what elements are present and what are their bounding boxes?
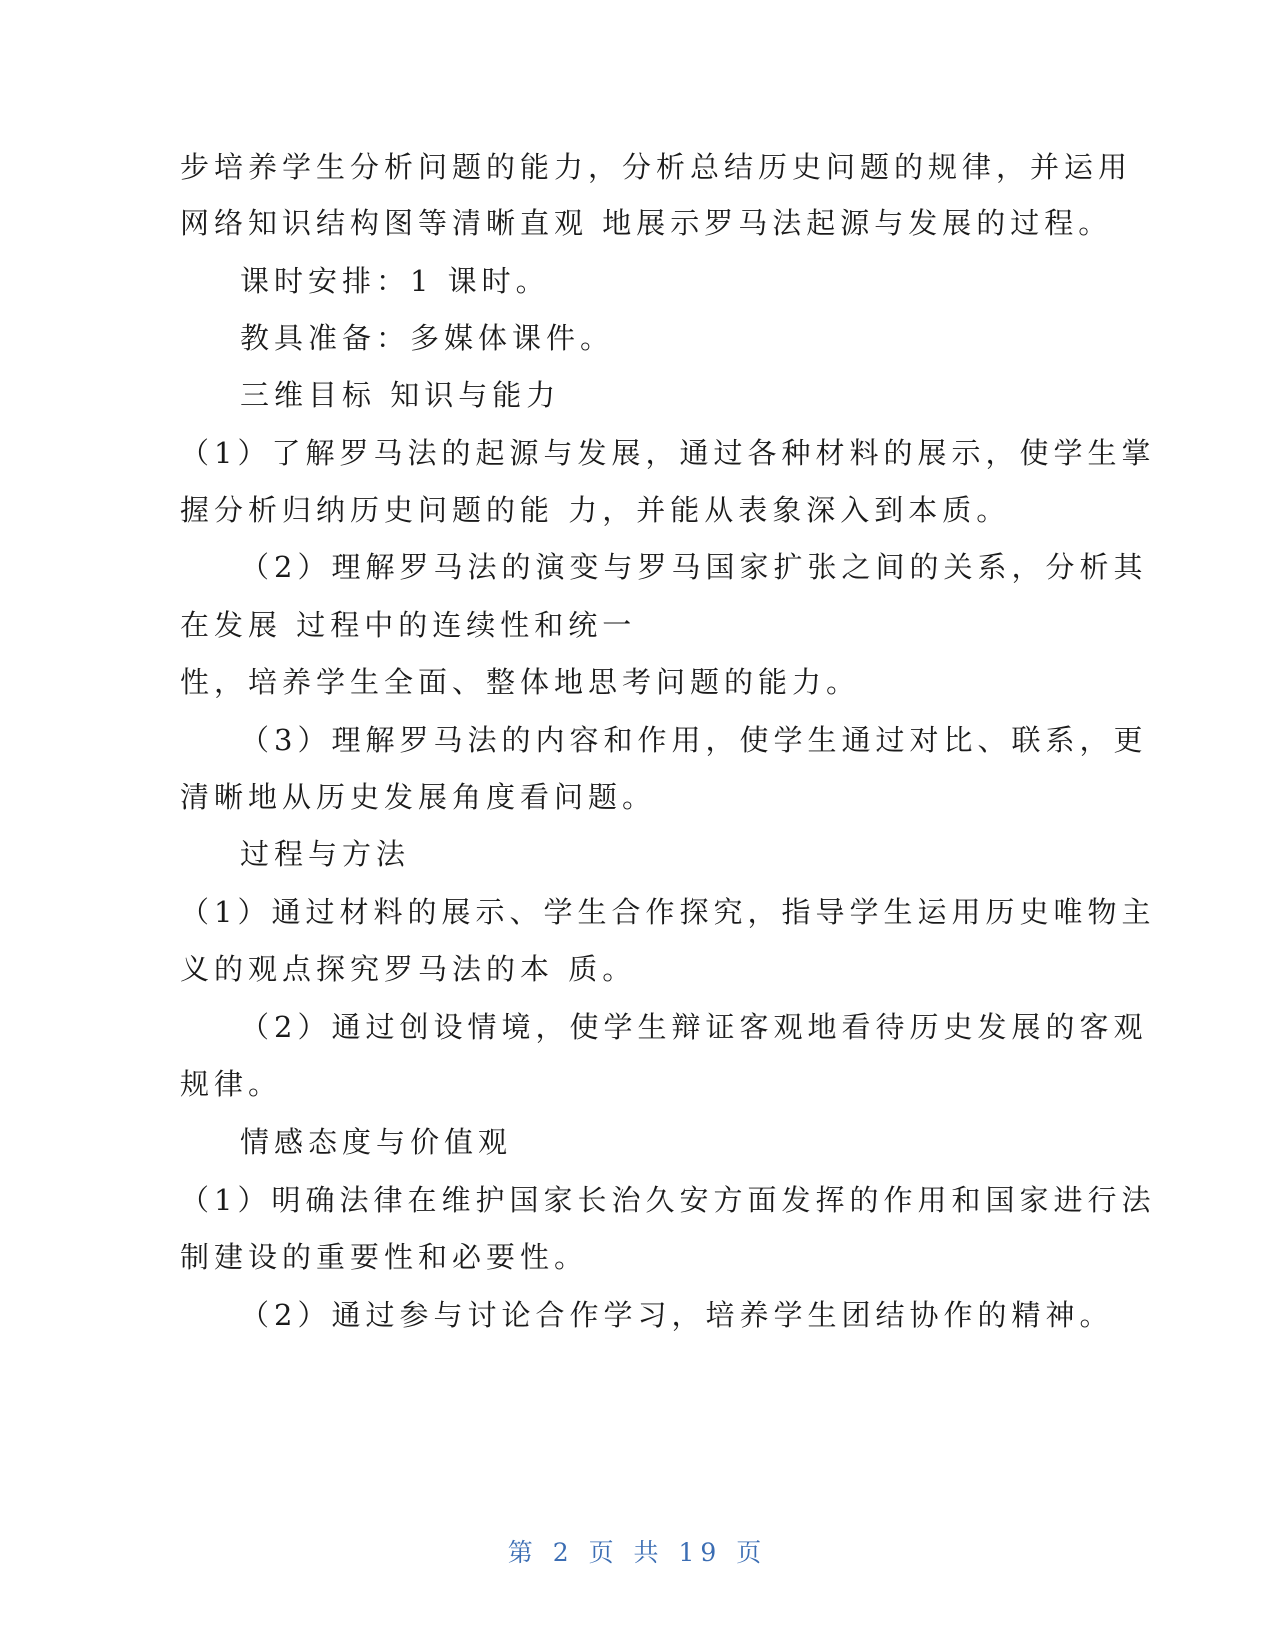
knowledge-item-1-line-1: （1）了解罗马法的起源与发展，通过各种材料的展示，使学生掌 xyxy=(180,436,1156,470)
process-item-1-line-2: 义的观点探究罗马法的本 质。 xyxy=(180,952,637,986)
lesson-hours-line: 课时安排：1 课时。 xyxy=(240,264,550,298)
knowledge-item-2-line-3: 性，培养学生全面、整体地思考问题的能力。 xyxy=(180,665,861,699)
objectives-heading: 三维目标 知识与能力 xyxy=(240,378,561,412)
paragraph-line-1: 步培养学生分析问题的能力，分析总结历史问题的规律，并运用 xyxy=(180,150,1133,184)
knowledge-item-3-line-2: 清晰地从历史发展角度看问题。 xyxy=(180,780,657,814)
values-heading: 情感态度与价值观 xyxy=(240,1125,513,1159)
process-heading: 过程与方法 xyxy=(240,837,411,871)
knowledge-item-2-line-2: 在发展 过程中的连续性和统一 xyxy=(180,608,637,642)
process-item-2-line-1: （2）通过创设情境，使学生辩证客观地看待历史发展的客观 xyxy=(240,1010,1148,1044)
paragraph-line-2: 网络知识结构图等清晰直观 地展示罗马法起源与发展的过程。 xyxy=(180,206,1113,240)
teaching-aids-line: 教具准备：多媒体课件。 xyxy=(240,321,615,355)
values-item-1-line-1: （1）明确法律在维护国家长治久安方面发挥的作用和国家进行法 xyxy=(180,1183,1156,1217)
knowledge-item-1-line-2: 握分析归纳历史问题的能 力，并能从表象深入到本质。 xyxy=(180,493,1011,527)
process-item-2-line-2: 规律。 xyxy=(180,1067,283,1101)
process-item-1-line-1: （1）通过材料的展示、学生合作探究，指导学生运用历史唯物主 xyxy=(180,895,1156,929)
page-number-footer: 第 2 页 共 19 页 xyxy=(507,1538,768,1567)
values-item-1-line-2: 制建设的重要性和必要性。 xyxy=(180,1240,589,1274)
knowledge-item-3-line-1: （3）理解罗马法的内容和作用，使学生通过对比、联系，更 xyxy=(240,723,1148,757)
values-item-2-line-1: （2）通过参与讨论合作学习，培养学生团结协作的精神。 xyxy=(240,1298,1114,1332)
knowledge-item-2-line-1: （2）理解罗马法的演变与罗马国家扩张之间的关系，分析其 xyxy=(240,550,1148,584)
